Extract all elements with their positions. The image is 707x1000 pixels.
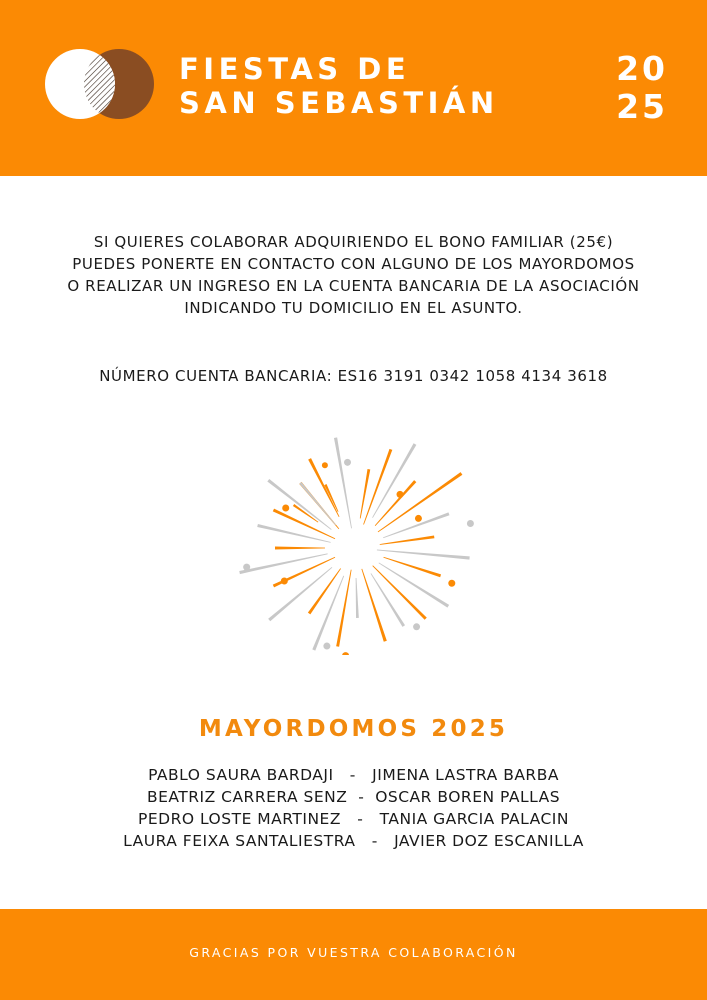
firework-spark — [342, 652, 349, 655]
firework-spark — [243, 564, 250, 571]
event-title — [179, 52, 499, 120]
overlapping-circles-logo-icon — [44, 48, 156, 120]
firework-spark — [415, 515, 422, 522]
firework-ray — [239, 553, 327, 574]
firework-ray — [324, 484, 338, 512]
firework-spark — [448, 580, 455, 587]
firework-ray — [336, 570, 351, 647]
firework-ray — [257, 524, 331, 543]
mayordomos-title: MAYORDOMOS 2025 — [198, 716, 509, 742]
firework-spark — [396, 491, 403, 498]
mayordomos-list — [0, 764, 707, 852]
firework-spark — [344, 459, 351, 466]
firework-ray — [380, 535, 435, 544]
firework-spark — [323, 643, 330, 650]
intro-paragraph — [40, 231, 667, 319]
firework-spark — [281, 577, 288, 584]
firework-spark — [467, 520, 474, 527]
event-year-line2: 25 — [616, 87, 668, 126]
firework-ray — [361, 569, 386, 642]
mayordomos-line: PABLO SAURA BARDAJI - JIMENA LASTRA BARBA — [148, 766, 559, 784]
intro-line: O REALIZAR UN INGRESO EN LA CUENTA BANCARIA DE LA ASOCIACIÓN — [67, 277, 640, 295]
firework-spark — [413, 623, 420, 630]
mayordomos-line: LAURA FEIXA SANTALIESTRA - JAVIER DOZ ESCANILLA — [123, 832, 584, 850]
mayordomos-line: BEATRIZ CARRERA SENZ - OSCAR BOREN PALLAS — [146, 788, 561, 806]
firework-ray — [356, 578, 359, 618]
firework-icon — [230, 425, 480, 655]
firework-spark — [282, 505, 289, 512]
firework-ray — [275, 547, 325, 550]
firework-ray — [372, 565, 426, 619]
firework-ray — [363, 449, 392, 525]
intro-line: INDICANDO TU DOMICILIO EN EL ASUNTO. — [184, 299, 523, 317]
firework-spark — [322, 462, 328, 468]
bank-account-number: NÚMERO CUENTA BANCARIA: ES16 3191 0342 1058 4134 3618 — [99, 367, 608, 385]
intro-line: PUEDES PONERTE EN CONTACTO CON ALGUNO DE LOS MAYORDOMOS — [72, 255, 635, 273]
event-title-line1: FIESTAS DE — [179, 52, 411, 86]
footer-thanks: GRACIAS POR VUESTRA COLABORACIÓN — [189, 945, 518, 960]
intro-line: SI QUIERES COLABORAR ADQUIRIENDO EL BONO FAMILIAR (25€) — [93, 233, 614, 251]
firework-ray — [334, 437, 352, 528]
firework-ray — [383, 557, 441, 577]
event-year-line1: 20 — [616, 49, 668, 88]
mayordomos-line: PEDRO LOSTE MARTINEZ - TANIA GARCIA PALACIN — [138, 810, 569, 828]
event-title-line2: SAN SEBASTIÁN — [179, 86, 499, 120]
event-year — [612, 50, 668, 126]
firework-ray — [308, 568, 341, 614]
firework-ray — [377, 550, 470, 560]
